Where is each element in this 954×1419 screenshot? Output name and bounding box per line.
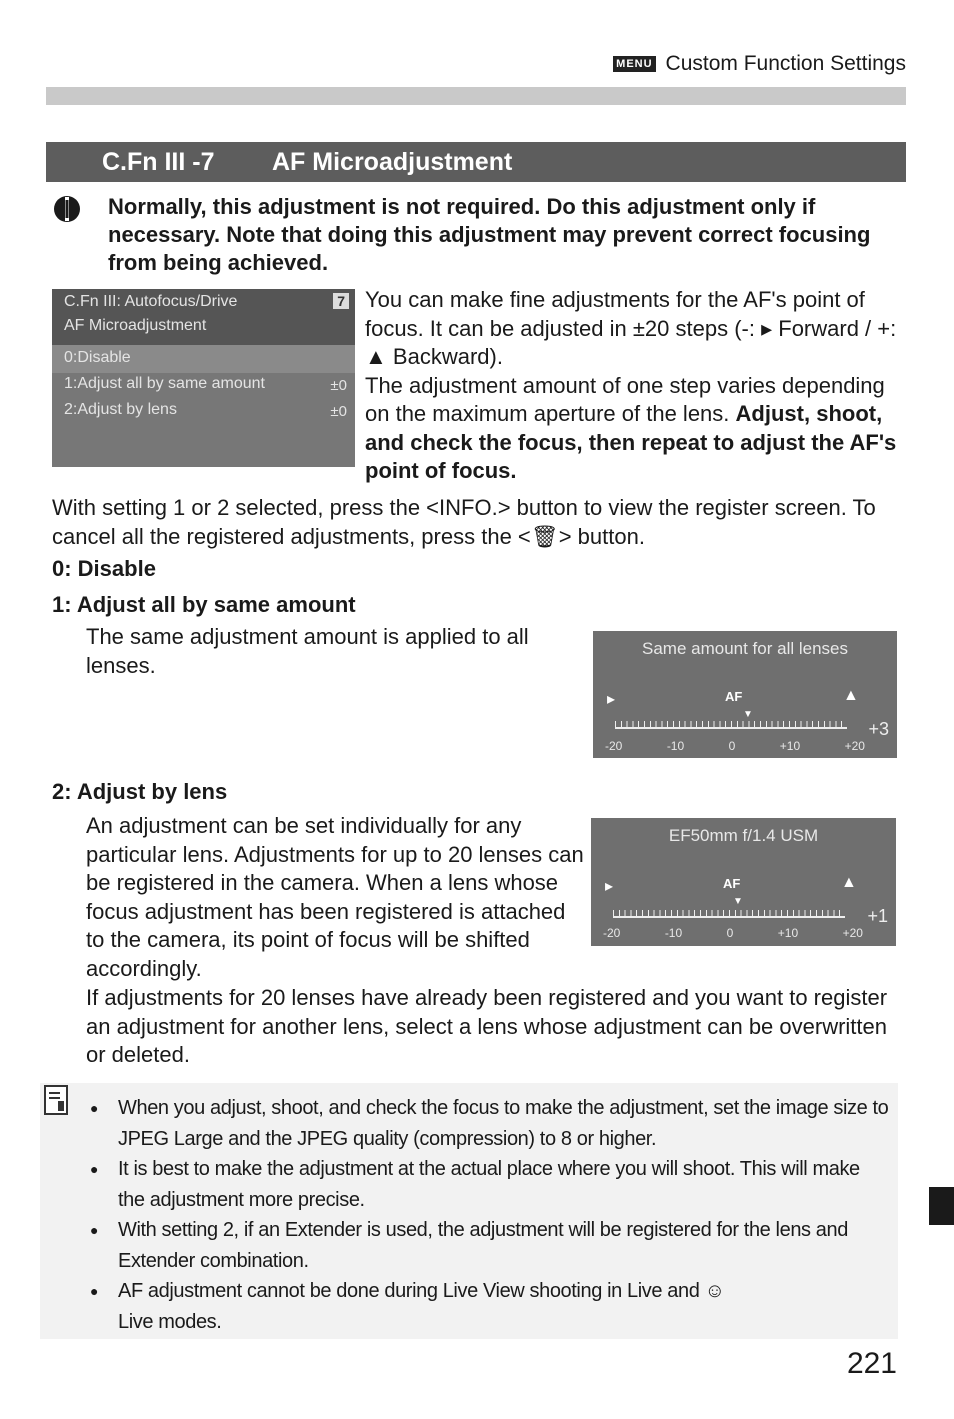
menu-badge: MENU <box>613 56 655 72</box>
trash-icon: 🗑 <box>530 523 559 549</box>
scale-label: +20 <box>844 739 865 753</box>
note-item <box>90 1276 890 1337</box>
af-icon: AF <box>723 876 741 891</box>
scale-labels <box>605 739 865 753</box>
info-note-before: With setting 1 or 2 selected, press the < <box>52 495 440 520</box>
intro-bold: Adjust, shoot, and check the focus, then repeat to adjust the AF's point of focus. <box>365 401 897 483</box>
info-note <box>52 494 912 551</box>
adjustment-scale <box>615 721 847 729</box>
option-0-heading: 0: Disable <box>52 556 156 581</box>
scale-label: 0 <box>728 739 736 753</box>
adjustment-scale <box>613 910 845 918</box>
note-text-suffix: Live modes. <box>118 1310 222 1333</box>
note-text: AF adjustment cannot be done during Live View shooting in Live and <box>118 1280 700 1302</box>
header-rule <box>46 87 906 105</box>
forward-icon: ▸ <box>761 315 773 341</box>
menu-option-value: ±0 <box>330 403 347 420</box>
note-item: ● When you adjust, shoot, and check the focus to make the adjustment, set the image size to JPEG Large and the JPEG quality (compression) to 8 or higher. <box>90 1093 890 1154</box>
intro-line-b: The adjustment amount of one step varies depending on the maximum aperture of the lens. <box>365 372 885 426</box>
screen-title: EF50mm f/1.4 USM <box>668 826 819 845</box>
running-header <box>613 52 906 76</box>
option-2-heading: 2: Adjust by lens <box>52 779 228 804</box>
section-code: C.Fn III -7 <box>102 148 215 176</box>
forward-icon: ▸ <box>605 878 614 895</box>
option-2-description: An adjustment can be set individually for any particular lens. Adjustments for up to 20 lenses can be registered in the camera. When a lens whose focus adjustment has been registered is attached to the camera, its point of focus will be shifted accordingly. <box>86 813 584 981</box>
note-item: ● With setting 2, if an Extender is used, the adjustment will be registered for the lens and Extender combination. <box>90 1215 890 1276</box>
intro-forward: Forward / +: <box>778 315 897 341</box>
adjustment-value: +1 <box>867 906 888 926</box>
option-1-heading: 1: Adjust all by same amount <box>52 592 356 617</box>
scale-label: +20 <box>842 926 863 940</box>
option-2-description-more: If adjustments for 20 lenses have already been registered and you want to register an adjustment for another lens, select a lens whose adjustment can be overwritten or deleted. <box>86 985 888 1067</box>
menu-option: 0:Disable <box>64 349 131 366</box>
pointer-icon: ▼ <box>743 709 753 720</box>
backward-icon: ▲ <box>365 344 387 369</box>
scale-label: +10 <box>777 926 799 940</box>
intro-paragraph <box>365 286 905 486</box>
scale-label: -20 <box>603 926 621 940</box>
backward-icon: ▲ <box>841 874 857 891</box>
scale-label: -10 <box>664 926 683 940</box>
menu-screen-image <box>52 289 355 467</box>
adjustment-value: +3 <box>868 719 889 739</box>
caution-icon <box>52 194 82 224</box>
info-key: INFO. <box>439 495 498 520</box>
menu-option-value: ±0 <box>330 377 347 394</box>
face-icon: ☺ <box>704 1280 725 1302</box>
menu-option: 1:Adjust all by same amount <box>64 375 265 392</box>
scale-label: +10 <box>779 739 801 753</box>
note-item: ● It is best to make the adjustment at the actual place where you will shoot. This will make the adjustment more precise. <box>90 1154 890 1215</box>
intro-backward: Backward). <box>392 344 503 369</box>
caution-text: Normally, this adjustment is not required. Do this adjustment only if necessary. Note that doing this adjustment may prevent correct focusing from being achieved. <box>108 194 871 275</box>
option-1-description: The same adjustment amount is applied to all lenses. <box>86 624 529 678</box>
pointer-icon: ▼ <box>733 896 743 907</box>
screen-title: Same amount for all lenses <box>642 639 848 658</box>
by-lens-screen-image <box>591 818 896 946</box>
menu-screen-line2: AF Microadjustment <box>64 317 207 334</box>
note-icon <box>44 1085 68 1115</box>
same-amount-screen-image <box>593 631 897 758</box>
page-number: 221 <box>846 1347 897 1380</box>
scale-label: 0 <box>726 926 734 940</box>
section-title-bar <box>46 142 906 182</box>
info-note-after: > button. <box>558 523 645 549</box>
info-note-middle: > button to view the register screen. To cancel all the registered adjustments, press the < <box>52 495 876 549</box>
chapter-tab <box>929 1187 954 1225</box>
header-title: Custom Function Settings <box>665 52 906 75</box>
scale-labels <box>603 926 863 940</box>
notes-list <box>90 1093 890 1337</box>
af-icon: AF <box>725 689 743 704</box>
scale-label: -20 <box>605 739 623 753</box>
menu-screen-header <box>52 289 355 345</box>
backward-icon: ▲ <box>843 687 859 704</box>
section-name: AF Microadjustment <box>272 148 513 176</box>
menu-option: 2:Adjust by lens <box>64 401 177 418</box>
menu-screen-line1: C.Fn III: Autofocus/Drive <box>64 293 238 310</box>
scale-label: -10 <box>666 739 685 753</box>
intro-line-a: You can make fine adjustments for the AF's point of focus. It can be adjusted in ±20 steps (-: <box>365 287 865 341</box>
forward-icon: ▸ <box>607 691 616 708</box>
menu-screen-page: 7 <box>333 293 349 309</box>
